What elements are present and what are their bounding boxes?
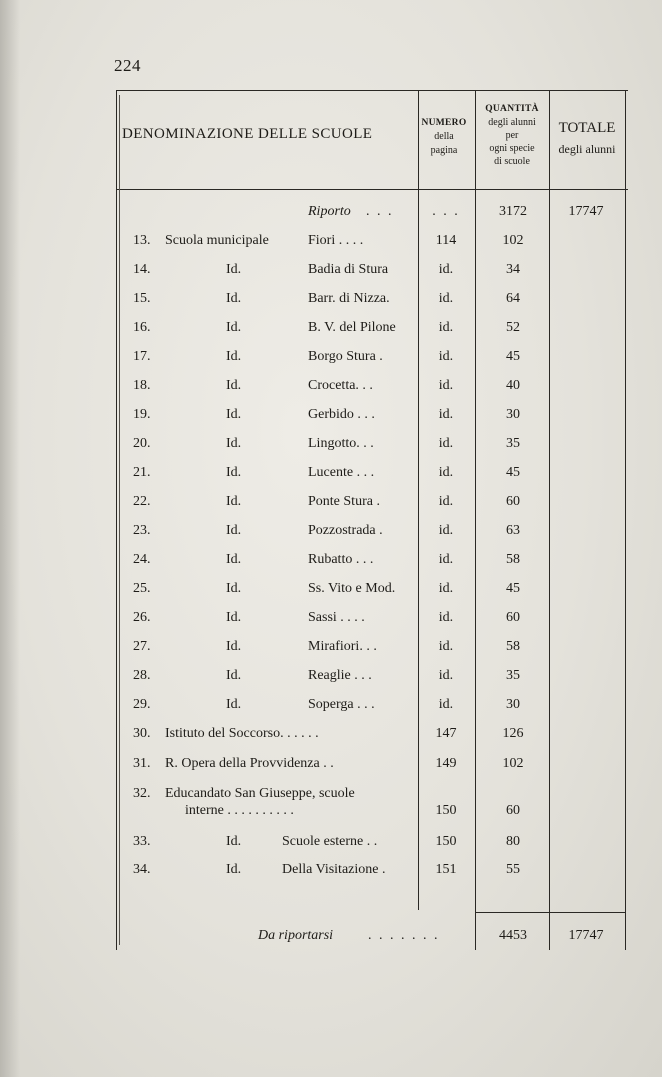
row-page: id. xyxy=(438,262,454,277)
row-page: id. xyxy=(438,291,454,306)
riporto-quantity: 3172 xyxy=(499,204,527,219)
table-row xyxy=(0,756,662,780)
row-quantity: 45 xyxy=(506,581,520,596)
row-location: Scuole esterne . . xyxy=(282,834,378,849)
header-numero-line1: NUMERO xyxy=(421,118,467,128)
table-row xyxy=(0,639,662,663)
table-row xyxy=(0,349,662,373)
row-page: id. xyxy=(438,349,454,364)
row-school-type: Scuola municipale xyxy=(165,233,269,248)
row-page: 147 xyxy=(435,726,457,741)
row-location: Mirafiori. . . xyxy=(308,639,377,654)
row-number: 29. xyxy=(133,697,151,712)
row-school-type: Id. xyxy=(226,291,242,306)
header-quantita-line3: per xyxy=(505,130,519,141)
riporto-total: 17747 xyxy=(568,204,604,219)
table-row xyxy=(0,581,662,605)
row-number: 16. xyxy=(133,320,151,335)
row-school-type: Id. xyxy=(226,610,242,625)
footer-quantity: 4453 xyxy=(499,928,527,943)
row-number: 22. xyxy=(133,494,151,509)
row-quantity: 80 xyxy=(506,834,520,849)
table-row xyxy=(0,834,662,858)
row-page: id. xyxy=(438,494,454,509)
riporto-row xyxy=(0,204,662,228)
page-number: 224 xyxy=(114,56,141,75)
row-location: Crocetta. . . xyxy=(308,378,373,393)
table-row xyxy=(0,320,662,344)
row-number: 15. xyxy=(133,291,151,306)
row-school-type: Id. xyxy=(226,407,242,422)
row-number: 20. xyxy=(133,436,151,451)
row-page: id. xyxy=(438,639,454,654)
table-row xyxy=(0,668,662,692)
header-numero-line2: della xyxy=(434,131,454,142)
row-page: id. xyxy=(438,697,454,712)
row-page: id. xyxy=(438,407,454,422)
row-number: 33. xyxy=(133,834,151,849)
row-school-type: Id. xyxy=(226,465,242,480)
row-school-name-line1: Educandato San Giuseppe, scuole xyxy=(165,786,355,801)
row-page: id. xyxy=(438,552,454,567)
header-quantita-line1: QUANTITÀ xyxy=(485,104,539,114)
row-school-type: Id. xyxy=(226,378,242,393)
row-school-name: R. Opera della Provvidenza . . xyxy=(165,756,334,771)
table-row xyxy=(0,697,662,721)
row-number: 28. xyxy=(133,668,151,683)
row-quantity: 102 xyxy=(502,756,524,771)
row-school-type: Id. xyxy=(226,639,242,654)
row-number: 17. xyxy=(133,349,151,364)
row-page: id. xyxy=(438,436,454,451)
row-quantity: 55 xyxy=(506,862,520,877)
table-row xyxy=(0,726,662,750)
table-row xyxy=(0,233,662,257)
row-quantity: 64 xyxy=(506,291,520,306)
table-row xyxy=(0,523,662,547)
row-number: 19. xyxy=(133,407,151,422)
row-number: 27. xyxy=(133,639,151,654)
row-page: 114 xyxy=(435,233,457,248)
row-quantity: 45 xyxy=(506,349,520,364)
row-school-name-line2: interne . . . . . . . . . . xyxy=(185,803,294,818)
header-bottom-rule xyxy=(116,189,628,190)
header-quantita-line4: ogni specie xyxy=(489,143,535,154)
table-row xyxy=(0,262,662,286)
row-quantity: 35 xyxy=(506,436,520,451)
row-location: Gerbido . . . xyxy=(308,407,375,422)
row-location: Soperga . . . xyxy=(308,697,375,712)
header-denominazione: DENOMINAZIONE DELLE SCUOLE xyxy=(122,126,373,142)
riporto-page-leader: . . . xyxy=(432,204,460,219)
row-school-type: Id. xyxy=(226,262,242,277)
row-quantity: 30 xyxy=(506,697,520,712)
row-school-type: Id. xyxy=(226,320,242,335)
row-school-type: Id. xyxy=(226,436,242,451)
header-totale-line1: TOTALE xyxy=(558,120,616,136)
row-location: Lucente . . . xyxy=(308,465,375,480)
row-quantity: 60 xyxy=(506,803,520,818)
riporto-label: Riporto xyxy=(308,204,351,219)
row-page: 150 xyxy=(435,834,457,849)
header-numero-line3: pagina xyxy=(430,145,458,156)
header-quantita-line2: degli alunni xyxy=(488,117,536,128)
row-page: 151 xyxy=(435,862,457,877)
row-school-name: Istituto del Soccorso. . . . . . xyxy=(165,726,319,741)
table-row xyxy=(0,465,662,489)
subtotal-rule-qty xyxy=(476,912,550,913)
table-row xyxy=(0,862,662,886)
row-number: 14. xyxy=(133,262,151,277)
row-quantity: 58 xyxy=(506,639,520,654)
row-location: Fiori . . . . xyxy=(308,233,364,248)
row-number: 30. xyxy=(133,726,151,741)
row-location: Barr. di Nizza. xyxy=(308,291,390,306)
row-page: id. xyxy=(438,581,454,596)
table-row xyxy=(0,494,662,518)
row-school-type: Id. xyxy=(226,523,242,538)
row-location: Rubatto . . . xyxy=(308,552,374,567)
row-school-type: Id. xyxy=(226,494,242,509)
footer-label: Da riportarsi xyxy=(258,928,334,943)
row-location: Lingotto. . . xyxy=(308,436,374,451)
header-quantita-line5: di scuole xyxy=(494,156,530,167)
row-page: id. xyxy=(438,465,454,480)
row-number: 34. xyxy=(133,862,151,877)
row-school-type: Id. xyxy=(226,552,242,567)
row-quantity: 40 xyxy=(506,378,520,393)
table-row xyxy=(0,291,662,315)
row-number: 23. xyxy=(133,523,151,538)
row-number: 24. xyxy=(133,552,151,567)
header-numero-pagina xyxy=(418,116,470,158)
row-page: 150 xyxy=(435,803,457,818)
footer-leader: . . . . . . . xyxy=(368,928,440,943)
row-location: Ponte Stura . xyxy=(308,494,380,509)
row-page: id. xyxy=(438,610,454,625)
row-quantity: 45 xyxy=(506,465,520,480)
footer-row xyxy=(0,928,662,952)
row-number: 21. xyxy=(133,465,151,480)
row-quantity: 52 xyxy=(506,320,520,335)
subtotal-rule-total xyxy=(550,912,626,913)
row-school-type: Id. xyxy=(226,697,242,712)
row-school-type: Id. xyxy=(226,862,242,877)
footer-total: 17747 xyxy=(568,928,604,943)
row-quantity: 58 xyxy=(506,552,520,567)
row-number: 26. xyxy=(133,610,151,625)
row-number: 31. xyxy=(133,756,151,771)
row-quantity: 34 xyxy=(506,262,520,277)
table-top-rule xyxy=(116,90,628,91)
row-school-type: Id. xyxy=(226,349,242,364)
row-location: B. V. del Pilone xyxy=(308,320,396,335)
row-location: Badia di Stura xyxy=(308,262,389,277)
row-school-type: Id. xyxy=(226,581,242,596)
row-page: id. xyxy=(438,668,454,683)
row-location: Sassi . . . . xyxy=(308,610,365,625)
row-quantity: 35 xyxy=(506,668,520,683)
table-row-continuation xyxy=(0,803,662,827)
row-number: 18. xyxy=(133,378,151,393)
row-number: 13. xyxy=(133,233,151,248)
row-quantity: 30 xyxy=(506,407,520,422)
header-totale-line2: degli alunni xyxy=(558,142,616,156)
row-school-type: Id. xyxy=(226,834,242,849)
row-quantity: 60 xyxy=(506,610,520,625)
row-number: 32. xyxy=(133,786,151,801)
table-row xyxy=(0,552,662,576)
row-location: Della Visitazione . xyxy=(282,862,386,877)
row-quantity: 63 xyxy=(506,523,520,538)
table-row xyxy=(0,610,662,634)
row-school-type: Id. xyxy=(226,668,242,683)
table-row xyxy=(0,407,662,431)
row-page: 149 xyxy=(435,756,457,771)
row-quantity: 60 xyxy=(506,494,520,509)
row-location: Pozzostrada . xyxy=(308,523,383,538)
row-location: Ss. Vito e Mod. xyxy=(308,581,396,596)
table-row xyxy=(0,378,662,402)
row-location: Reaglie . . . xyxy=(308,668,372,683)
row-page: id. xyxy=(438,523,454,538)
row-number: 25. xyxy=(133,581,151,596)
header-quantita xyxy=(476,103,548,168)
table-row xyxy=(0,436,662,460)
row-quantity: 126 xyxy=(502,726,524,741)
row-page: id. xyxy=(438,378,454,393)
row-page: id. xyxy=(438,320,454,335)
row-location: Borgo Stura . xyxy=(308,349,383,364)
riporto-leader: . . . xyxy=(366,204,394,219)
header-totale xyxy=(548,118,626,160)
row-quantity: 102 xyxy=(502,233,524,248)
